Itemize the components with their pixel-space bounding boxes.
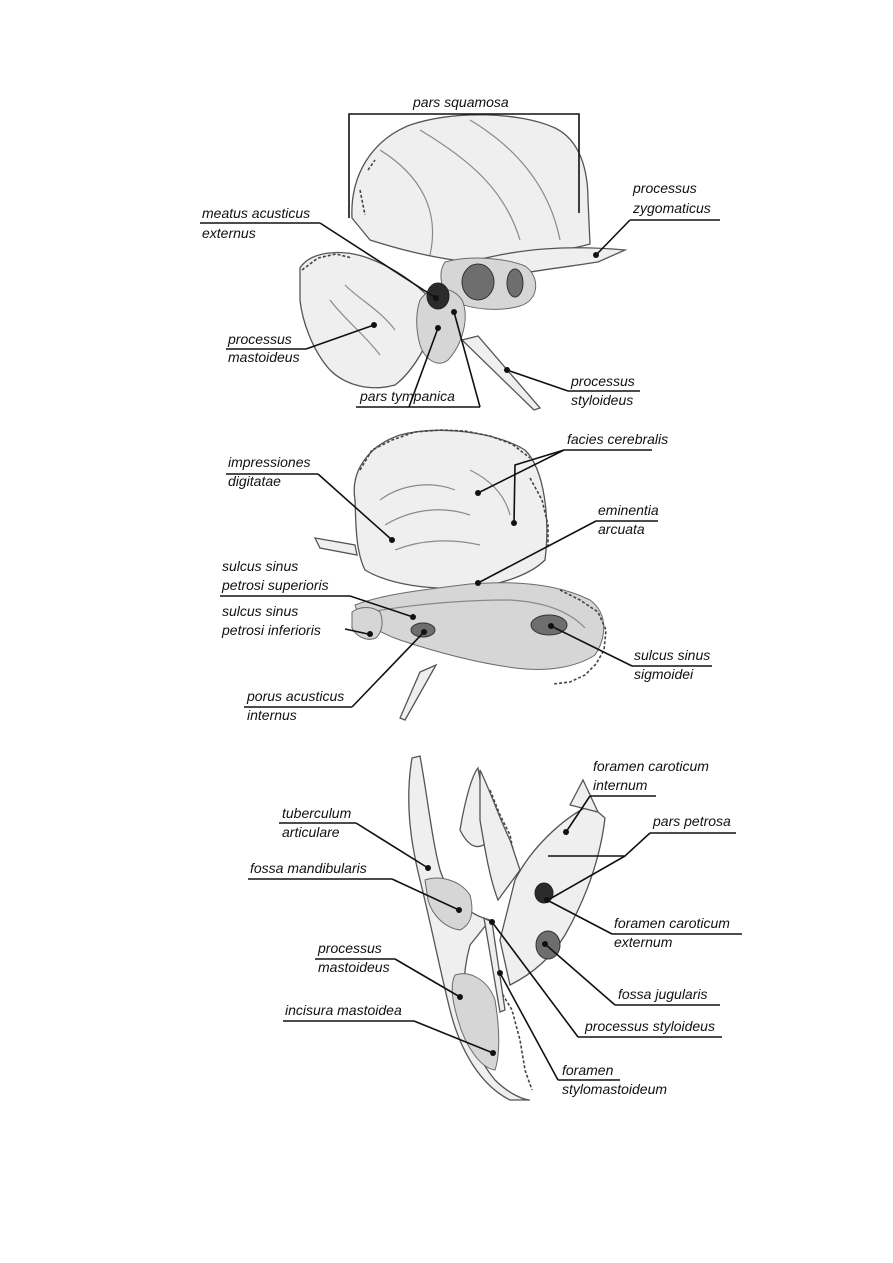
label-text-line1: sulcus sinus — [634, 647, 711, 663]
label-text-line2: styloideus — [571, 392, 634, 408]
label-sulcus-sinus-petrosi-inferioris — [221, 603, 373, 638]
label-text-line1: meatus acusticus — [202, 205, 311, 221]
label-text: pars tympanica — [360, 388, 455, 404]
label-text-line2: articulare — [282, 824, 340, 840]
label-text: facies cerebralis — [567, 431, 669, 447]
label-text: fossa jugularis — [618, 986, 708, 1002]
label-text-line2: internum — [593, 777, 648, 793]
label-text-line1: sulcus sinus — [222, 603, 299, 619]
label-text: pars squamosa — [413, 94, 509, 110]
label-text-line1: processus — [571, 373, 635, 389]
label-fossa-jugularis — [542, 941, 720, 1005]
label-text-line2: stylomastoideum — [562, 1081, 668, 1097]
label-text-line1: foramen — [562, 1062, 614, 1078]
figure-inferior-view — [248, 756, 742, 1100]
label-text-line2: externus — [202, 225, 256, 241]
figure-internal-view — [220, 430, 712, 723]
label-text-line1: sulcus sinus — [222, 558, 299, 574]
label-text-line2: sigmoidei — [634, 666, 694, 682]
label-text-line2: mastoideus — [228, 349, 300, 365]
label-text-line2: internus — [247, 707, 297, 723]
label-text-line1: foramen caroticum — [593, 758, 709, 774]
temporal-bone-internal-illustration — [315, 430, 606, 720]
label-text-line2: mastoideus — [318, 959, 390, 975]
label-text: processus styloideus — [585, 1018, 715, 1034]
label-text-line2: petrosi inferioris — [222, 622, 321, 638]
label-text-line1: porus acusticus — [247, 688, 345, 704]
label-processus-zygomaticus — [593, 180, 720, 258]
temporal-bone-inferior-illustration — [409, 756, 605, 1100]
label-text-line1: processus — [228, 331, 292, 347]
label-text-line2: zygomaticus — [633, 200, 711, 216]
label-text-line1: processus — [318, 940, 382, 956]
label-text-line2: externum — [614, 934, 673, 950]
label-text-line1: eminentia — [598, 502, 659, 518]
label-text-line2: digitatae — [228, 473, 281, 489]
label-text-line1: tuberculum — [282, 805, 352, 821]
label-text: fossa mandibularis — [250, 860, 367, 876]
label-text-line2: arcuata — [598, 521, 645, 537]
label-porus-acusticus-internus — [244, 629, 427, 723]
label-text: incisura mastoidea — [285, 1002, 402, 1018]
label-text-line1: processus — [633, 180, 697, 196]
figure-lateral-view — [200, 94, 720, 410]
label-text-line1: foramen caroticum — [614, 915, 730, 931]
label-text: pars petrosa — [653, 813, 731, 829]
label-text-line2: petrosi superioris — [222, 577, 329, 593]
label-text-line1: impressiones — [228, 454, 311, 470]
label-processus-styloideus-lateral — [504, 367, 640, 408]
